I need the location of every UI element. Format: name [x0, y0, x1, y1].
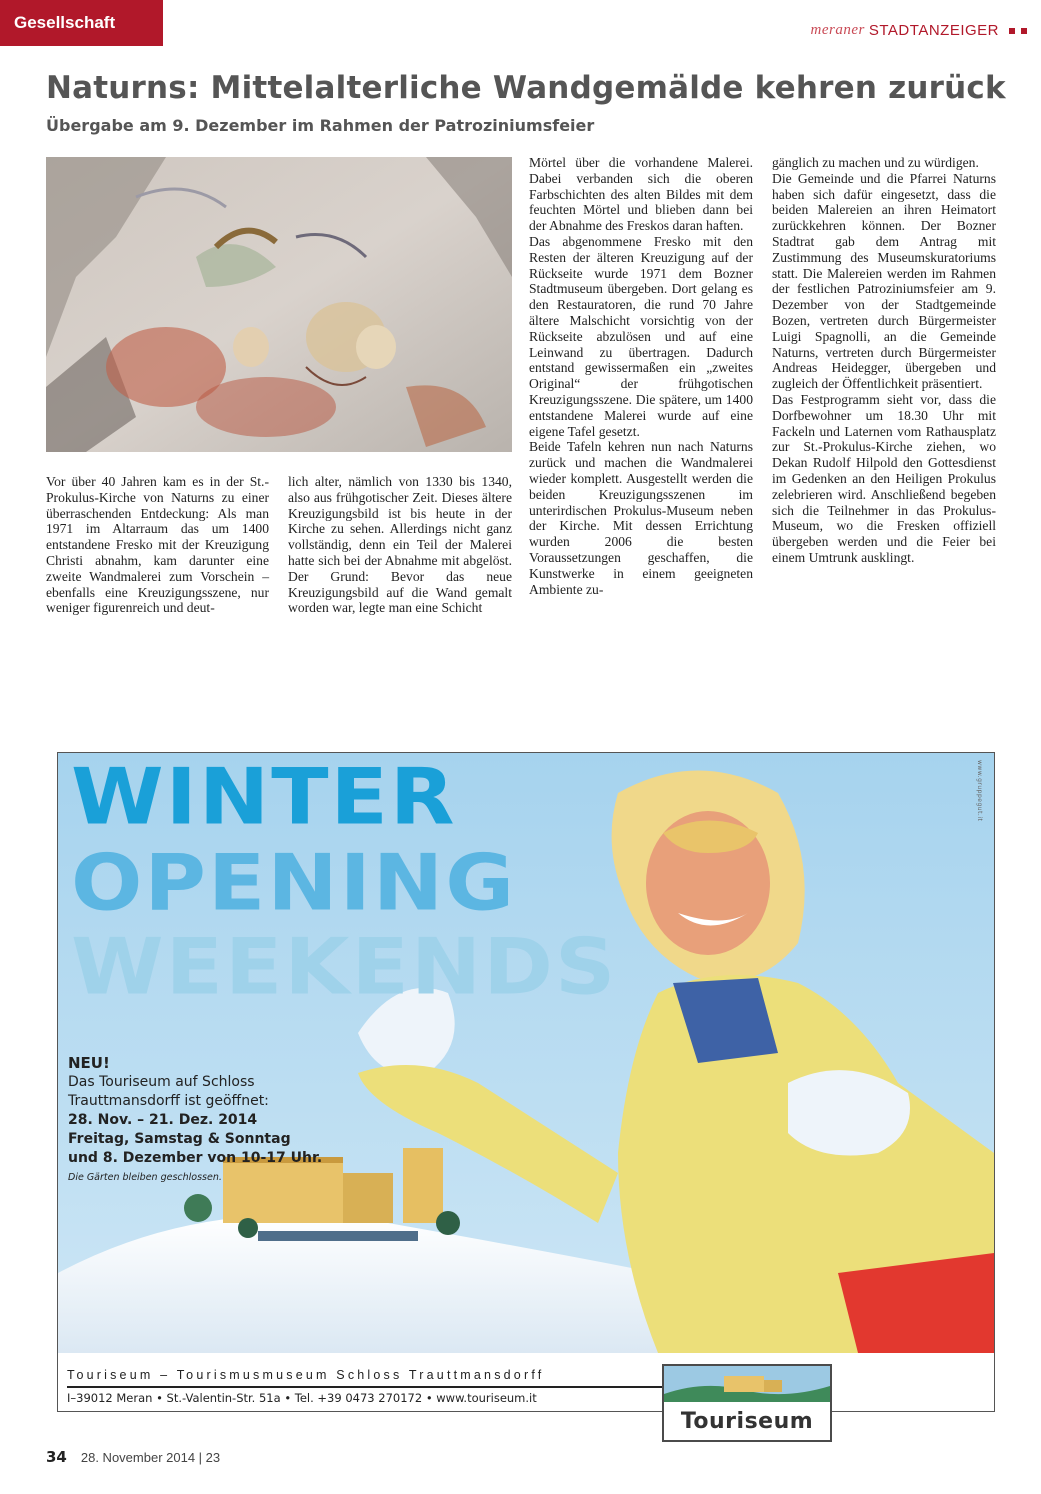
paragraph: Die Gemeinde und die Pfarrei Naturns haben sich dafür eingesetzt, dass die beiden Malereien an ihren Heimatort zurückkehren können. Der Bozner Stadtrat gab dem Antrag mit Zustimmung des Museumskuratoriums statt. Die Malereien werden im Rahmen der festlichen Patroziniumsfeier am 9. Dezember von der Stadtgemeinde Bozen, vertreten durch Bürgermeister Luigi Spagnolli, an die Gemeinde Naturns, vertreten durch Bürgermeister Andreas Heidegger, übergeben und zugleich der Öffentlichkeit präsentiert. — [772, 170, 996, 392]
paragraph: Vor über 40 Jahren kam es in der St.-Prokulus-Kirche von Naturns zu einer überraschenden Entdeckung: Als man 1971 im Altarraum das um 1400 entstandene Fresko mit der Kreuzigung Christi abnahm, kam darunter eine zweite Wandmalerei zum Vorschein – ebenfalls eine Kreuzigungsszene, nur weniger figurenreich und deut- — [46, 474, 269, 616]
ad-hours: und 8. Dezember von 10-17 Uhr. — [68, 1150, 323, 1166]
ad-new-label: NEU! — [68, 1054, 110, 1072]
ad-note: Die Gärten bleiben geschlossen. — [68, 1172, 222, 1183]
ad-credit: www.gruppegut.it — [976, 760, 983, 822]
paragraph: Beide Tafeln kehren nun nach Naturns zurück und machen die Wandmalerei wieder komplett. Ausgestellt werden die beiden Kreuzigungsszenen im unterirdischen Prokulus-Museum neben der Kirche. Mit dessen Errichtung wurden 2006 die besten Voraussetzungen geschaffen, die Kunstwerke in einem geeigneten Ambiente zu- — [529, 439, 753, 597]
section-label: Gesellschaft — [0, 0, 163, 46]
issue-date: 28. November 2014 | 23 — [80, 1450, 221, 1465]
masthead-part1: meraner — [810, 22, 865, 38]
ad-footer — [58, 1356, 994, 1411]
paragraph: Mörtel über die vorhandene Malerei. Dabei verbanden sich die oberen Farbschichten des alten Bildes mit dem feuchten Mörtel und blieben dann bei der Abnahme des Freskos daran haften. — [529, 155, 753, 234]
masthead-logo — [811, 22, 1027, 39]
article-column-2 — [288, 474, 512, 616]
ad-footer-name: Touriseum – Tourismusmuseum Schloss Trauttmansdorff — [67, 1364, 665, 1388]
ad-footer-address: I–39012 Meran • St.-Valentin-Str. 51a • Tel. +39 0473 270172 • www.touriseum.it — [67, 1391, 537, 1405]
ad-line: Trauttmansdorff ist geöffnet: — [68, 1093, 269, 1109]
paragraph: Das Festprogramm sieht vor, dass die Dorfbewohner um 18.30 Uhr mit Fackeln und Laternen vom Rathausplatz zur St.-Prokulus-Kirche ziehen, wo Dekan Rudolf Hilpold den Gottesdienst im Gedenken an den Heiligen Prokulus zelebrieren wird. Anschließend begeben sich die Teilnehmer in das Prokulus-Museum, wo die Fresken offiziell übergeben werden und die Feier bei einem Umtrunk ausklingt. — [772, 391, 996, 565]
article-column-1 — [46, 474, 269, 616]
logo-landscape-icon — [664, 1366, 830, 1402]
article-subhead: Übergabe am 9. Dezember im Rahmen der Patroziniumsfeier — [46, 116, 595, 135]
ad-title-winter: WINTER — [71, 751, 457, 842]
masthead-part2: STADTANZEIGER — [868, 22, 999, 39]
paragraph: Das abgenommene Fresko mit den Resten der älteren Kreuzigung auf der Rückseite wurde 1971 dem Bozner Stadtmuseum übergeben. Dort gelang es den Restauratoren, die rund 70 Jahre ältere Malschicht vorsichtig von der Rückseite abzulösen und auf eine Leinwand zu übertragen. Dadurch entstand gewissermaßen ein „zweites Original“ der frühgotischen Kreuzigungsszene. Die spätere, um 1400 entstandene Malerei wurde auf eine eigene Tafel gesetzt. — [529, 233, 753, 439]
ad-info-block — [68, 1054, 322, 1185]
paragraph: lich alter, nämlich von 1330 bis 1340, also aus frühgotischer Zeit. Dieses ältere Kreuzigungsbild ist bis heute in der Kirche zu sehen. Allerdings nicht ganz vollständig, denn ein Teil der Malerei hatte sich bei der Abnahme mit abgelöst. Der Grund: Bevor das neue Kreuzigungsbild auf die Wand gemalt worden war, legte man eine Schicht — [288, 474, 512, 616]
paragraph: gänglich zu machen und zu würdigen. — [772, 155, 979, 170]
fresco-image — [46, 157, 512, 452]
ad-title-opening: OPENING — [71, 837, 517, 928]
page-footer — [46, 1448, 220, 1466]
ad-title-weekends: WEEKENDS — [71, 921, 618, 1012]
article-headline: Naturns: Mittelalterliche Wandgemälde kehren zurück — [46, 70, 1006, 106]
article-column-4 — [772, 155, 996, 566]
masthead-square-icon — [1021, 28, 1027, 34]
ad-line: Das Touriseum auf Schloss — [68, 1074, 255, 1090]
masthead-square-icon — [1009, 28, 1015, 34]
article-column-3 — [529, 155, 753, 597]
fresco-photo — [46, 157, 512, 452]
ad-dates: 28. Nov. – 21. Dez. 2014 — [68, 1112, 258, 1128]
page-number: 34 — [46, 1448, 67, 1466]
ad-days: Freitag, Samstag & Sonntag — [68, 1131, 291, 1147]
touriseum-logo — [662, 1364, 832, 1442]
logo-wordmark: Touriseum — [680, 1409, 814, 1434]
touriseum-advertisement — [57, 751, 995, 1434]
